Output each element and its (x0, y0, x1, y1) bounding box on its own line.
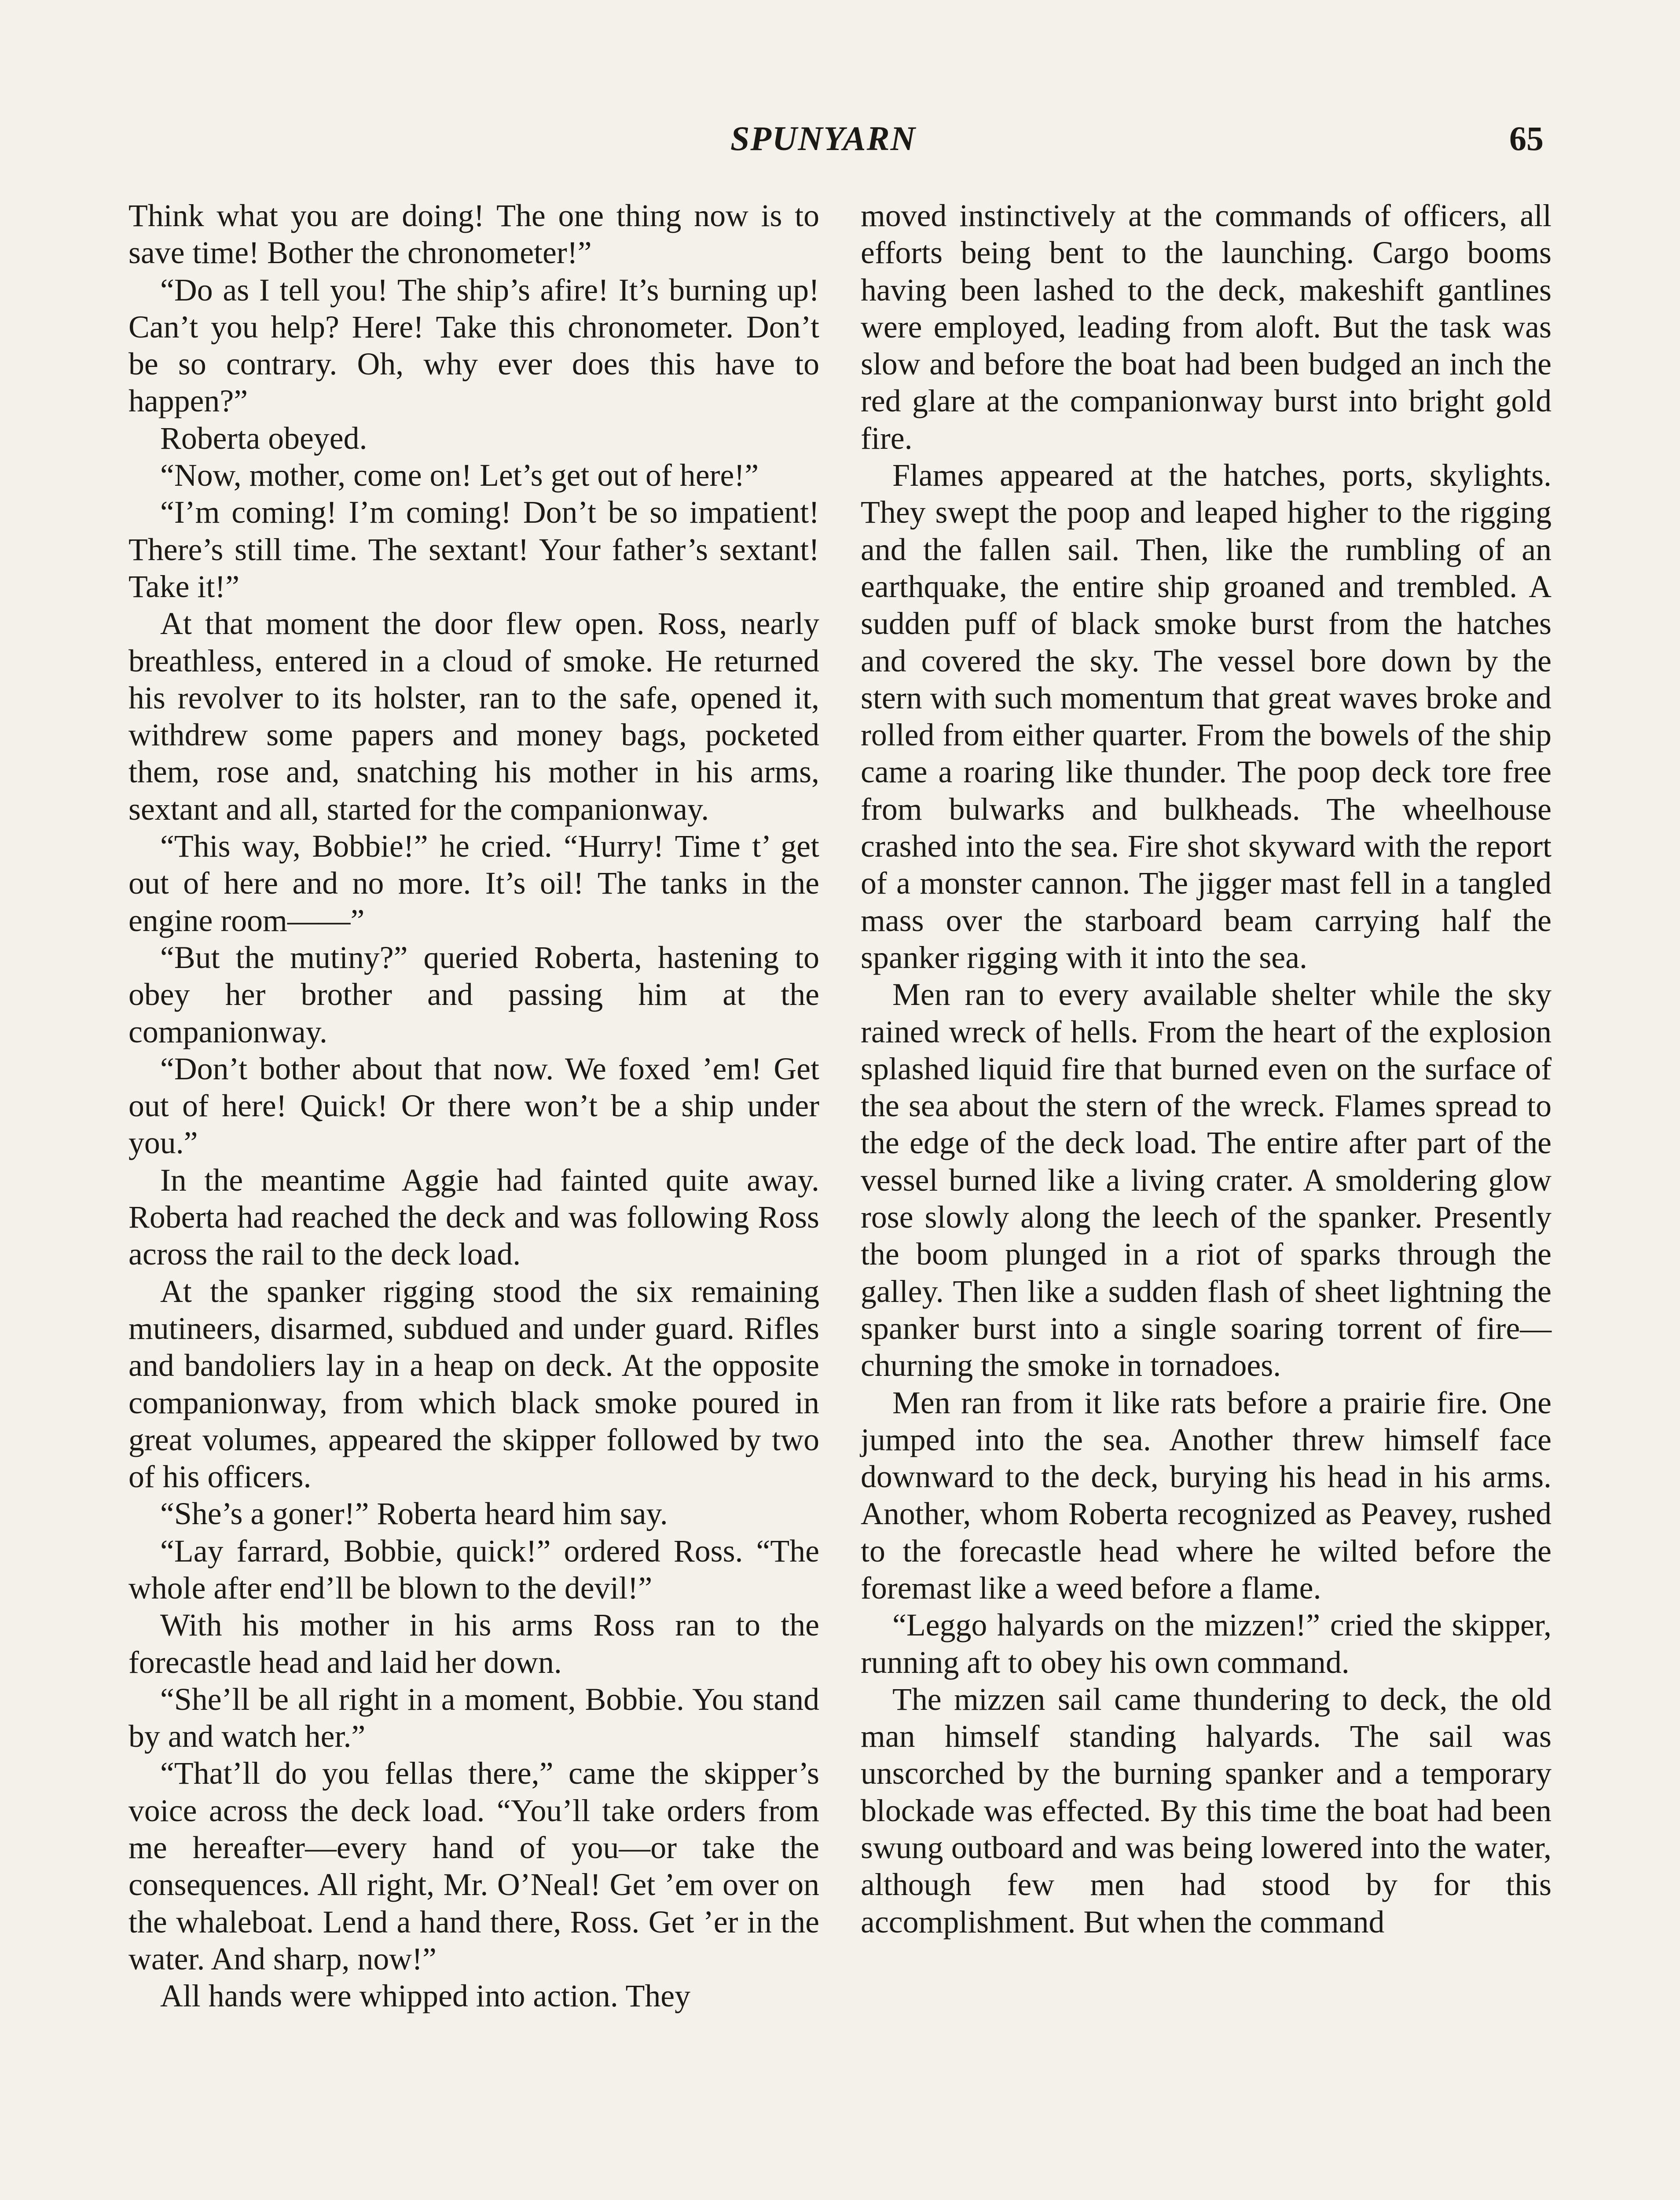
paragraph: Men ran from it like rats before a prairie fire. One jumped into the sea. Another threw himself face downward to the deck, burying his head in his arms. Another, whom Roberta recognized as Peavey, rushed to the forecastle head where he wilted before the foremast like a weed before a flame. (861, 1385, 1552, 1606)
paragraph: At the spanker rigging stood the six remaining mutineers, disarmed, subdued and under guard. Rifles and bandoliers lay in a heap on deck. At the opposite companionway, from which black smoke poured in great volumes, appeared the skipper followed by two of his officers. (128, 1273, 819, 1495)
paragraph: Roberta obeyed. (160, 420, 367, 456)
paragraph: Flames appeared at the hatches, ports, skylights. They swept the poop and leaped higher to the rigging and the fallen sail. Then, like the rumbling of an earthquake, the entire ship groaned and trembled. A sudden puff of black smoke burst from the hatches and covered the sky. The vessel bore down by the stern with such momentum that great waves broke and rolled from either quarter. From the bowels of the ship came a roaring like thunder. The poop deck tore free from bulwarks and bulkheads. The wheelhouse crashed into the sea. Fire shot skyward with the report of a monster cannon. The jigger mast fell in a tangled mass over the starboard beam carrying half the spanker rigging with it into the sea. (861, 458, 1552, 975)
paragraph: At that moment the door flew open. Ross, nearly breathless, entered in a cloud of smoke. He returned his revolver to its holster, ran to the safe, opened it, withdrew some papers and money bags, pocketed them, rose and, snatching his mother in his arms, sextant and all, started for the companionway. (128, 606, 819, 827)
paragraph: The mizzen sail came thundering to deck, the old man himself standing halyards. The sail was unscorched by the burning spanker and a temporary blockade was effected. By this time the boat had been swung outboard and was being lowered into the water, although few men had stood by for this accomplishment. But when the command (861, 1681, 1552, 1940)
paragraph: All hands were whipped into action. They (160, 1978, 690, 2014)
paragraph: With his mother in his arms Ross ran to the forecastle head and laid her down. (128, 1607, 819, 1680)
paragraph: moved instinctively at the commands of officers, all efforts being bent to the launching. Cargo booms having been lashed to the deck, makeshift gantlines were employed, leading from aloft. But the task was slow and before the boat had been budged an inch the red glare at the companionway burst into bright gold fire. (861, 198, 1552, 456)
page-number: 65 (1509, 119, 1544, 158)
paragraph: “She’s a goner!” Roberta heard him say. (160, 1496, 668, 1532)
paragraph: “She’ll be all right in a moment, Bobbie. You stand by and watch her.” (128, 1681, 819, 1754)
paragraph: “Leggo halyards on the mizzen!” cried the skipper, running aft to obey his own command. (861, 1607, 1552, 1680)
paragraph: “Lay farrard, Bobbie, quick!” ordered Ross. “The whole after end’ll be blown to the devil!” (128, 1533, 819, 1606)
paragraph: “This way, Bobbie!” he cried. “Hurry! Time t’ get out of here and no more. It’s oil! The tanks in the engine room——” (128, 829, 819, 938)
paragraph: “That’ll do you fellas there,” came the skipper’s voice across the deck load. “You’ll take orders from me hereafter—every hand of you—or take the consequences. All right, Mr. O’Neal! Get ’em over on the whaleboat. Lend a hand there, Ross. Get ’er in the water. And sharp, now!” (128, 1756, 819, 1976)
paragraph: “Don’t bother about that now. We foxed ’em! Get out of here! Quick! Or there won’t be a ship under you.” (128, 1051, 819, 1161)
right-column (861, 197, 1552, 1940)
paragraph: In the meantime Aggie had fainted quite away. Roberta had reached the deck and was following Ross across the rail to the deck load. (128, 1162, 819, 1272)
running-head: SPUNYARN (730, 119, 916, 158)
paragraph: Think what you are doing! The one thing now is to save time! Bother the chronometer!” (128, 198, 819, 271)
left-column (128, 197, 819, 2015)
paragraph: “Do as I tell you! The ship’s afire! It’s burning up! Can’t you help? Here! Take this chronometer. Don’t be so contrary. Oh, why ever does this have to happen?” (128, 272, 819, 419)
paragraph: “I’m coming! I’m coming! Don’t be so impatient! There’s still time. The sextant! Your father’s sextant! Take it!” (128, 495, 819, 604)
paragraph: “Now, mother, come on! Let’s get out of here!” (160, 458, 759, 493)
paragraph: “But the mutiny?” queried Roberta, hastening to obey her brother and passing him at the companionway. (128, 939, 819, 1049)
paragraph: Men ran to every available shelter while the sky rained wreck of hells. From the heart of the explosion splashed liquid fire that burned even on the surface of the sea about the stern of the wreck. Flames spread to the edge of the deck load. The entire after part of the vessel burned like a living crater. A smoldering glow rose slowly along the leech of the spanker. Presently the boom plunged in a riot of sparks through the galley. Then like a sudden flash of sheet lightning the spanker burst into a single soaring torrent of fire—churning the smoke in tornadoes. (861, 977, 1552, 1383)
